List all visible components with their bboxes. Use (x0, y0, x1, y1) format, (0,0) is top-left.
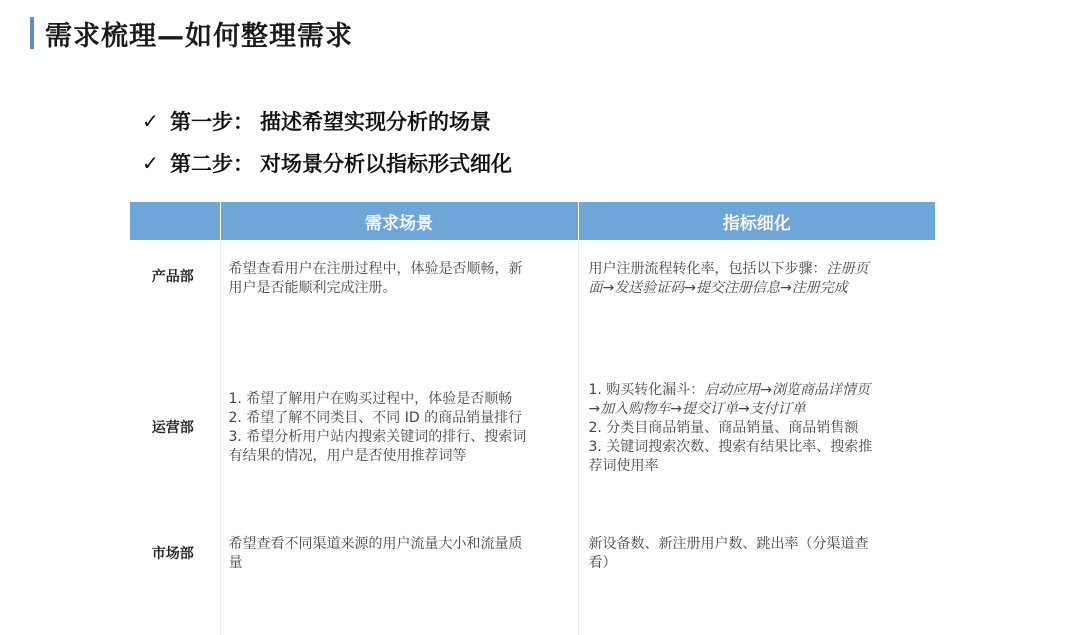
step-label: 第一步： (170, 110, 254, 134)
check-icon: ✓ (142, 109, 159, 133)
step-text: 描述希望实现分析的场景 (260, 110, 491, 134)
metric-cell (578, 240, 935, 343)
requirement-line: 希望查看不同渠道来源的用户流量大小和流量质 (228, 536, 523, 552)
dept-cell: 市场部 (151, 546, 194, 562)
metric-line: 3. 关键词搜索次数、搜索有结果比率、搜索推 (588, 438, 873, 455)
requirements-table (130, 202, 935, 635)
header-requirement: 需求场景 (220, 202, 578, 240)
table-header-row (130, 202, 935, 240)
metric-italic: →加入购物车→提交订单→支付订单 (588, 400, 806, 417)
requirement-cell (220, 343, 578, 513)
table-row (130, 513, 935, 635)
header-dept (130, 202, 220, 240)
metric-line: 看） (588, 555, 617, 571)
step-label: 第二步： (170, 152, 254, 176)
step-text: 对场景分析以指标形式细化 (260, 152, 512, 176)
metric-italic: 启动应用→浏览商品详情页 (704, 381, 871, 398)
metric-prefix: 1. 购买转化漏斗： (588, 381, 705, 398)
metric-italic: 面→发送验证码→提交注册信息→注册完成 (588, 280, 848, 296)
requirement-line: 2. 希望了解不同类目、不同 ID 的商品销量排行 (228, 410, 523, 426)
metric-italic: 注册页 (826, 261, 869, 277)
steps-list (142, 100, 512, 184)
page-title: 需求梳理—如何整理需求 (45, 21, 353, 52)
title-accent-bar (30, 17, 34, 49)
metric-line: 荐词使用率 (588, 457, 659, 474)
requirement-line: 1. 希望了解用户在购买过程中，体验是否顺畅 (228, 391, 513, 407)
table-row (130, 240, 935, 343)
requirement-line: 3. 希望分析用户站内搜索关键词的排行、搜索词 (228, 429, 527, 445)
step-item (142, 100, 512, 142)
requirement-line: 希望查看用户在注册过程中，体验是否顺畅，新 (228, 261, 523, 277)
dept-cell: 运营部 (151, 419, 194, 436)
metric-prefix: 用户注册流程转化率，包括以下步骤： (588, 261, 827, 277)
header-metric: 指标细化 (578, 202, 935, 240)
dept-cell: 产品部 (151, 269, 194, 285)
table-row (130, 343, 935, 513)
step-item (142, 142, 512, 184)
requirement-line: 量 (228, 555, 243, 571)
metric-line (589, 260, 928, 279)
requirement-line: 有结果的情况，用户是否使用推荐词等 (228, 448, 467, 464)
check-icon: ✓ (142, 151, 159, 175)
metric-cell (578, 513, 935, 635)
metric-line (589, 381, 928, 400)
requirement-line: 用户是否能顺利完成注册。 (228, 280, 397, 296)
metric-line: 2. 分类目商品销量、商品销量、商品销售额 (588, 419, 859, 436)
requirement-cell (220, 513, 578, 635)
requirement-cell (220, 240, 578, 343)
metric-cell (578, 343, 935, 513)
metric-line: 新设备数、新注册用户数、跳出率（分渠道查 (588, 536, 869, 552)
